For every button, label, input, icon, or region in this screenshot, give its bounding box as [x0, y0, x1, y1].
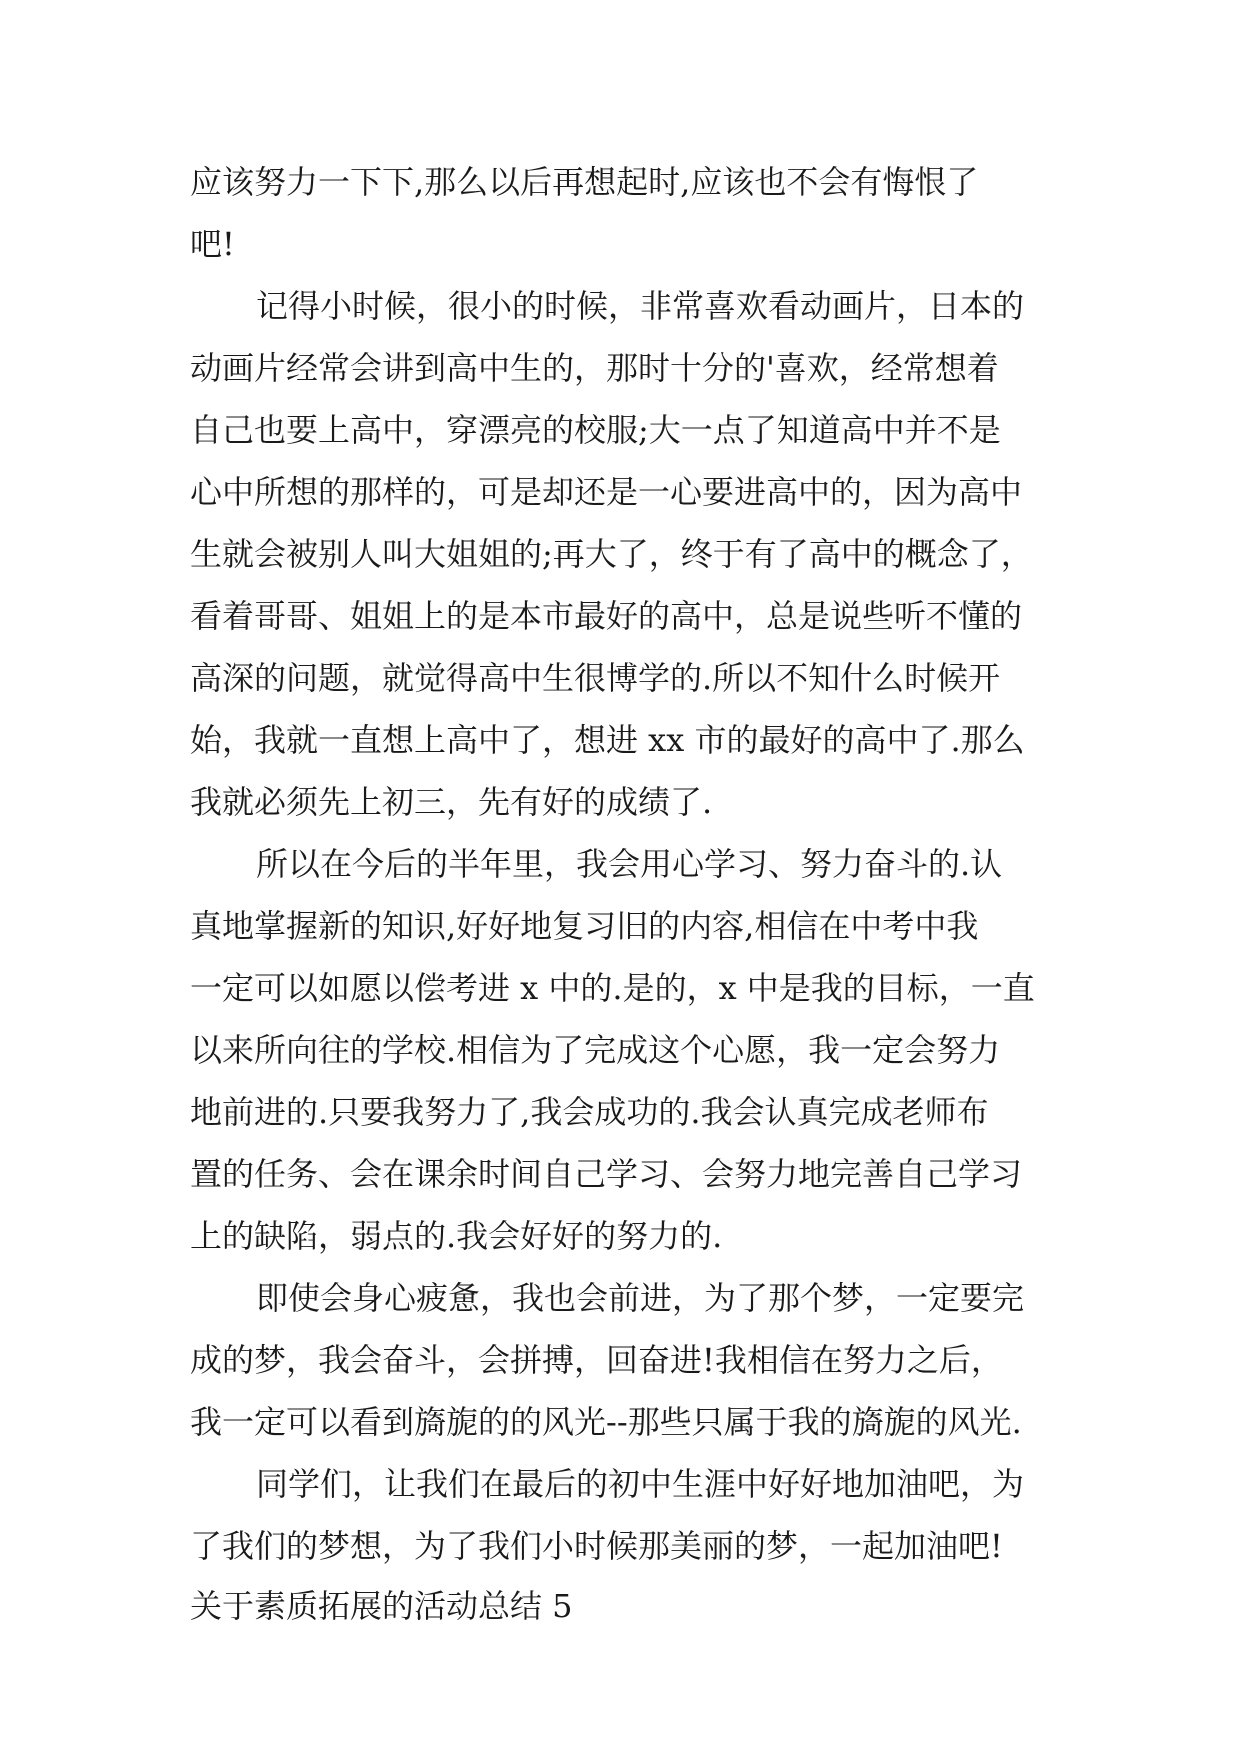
text-line: 了我们的梦想，为了我们小时候那美丽的梦，一起加油吧! — [190, 1527, 1003, 1565]
text-line: 一定可以如愿以偿考进 x 中的.是的，x 中是我的目标，一直 — [190, 969, 1035, 1007]
text-line: 心中所想的那样的，可是却还是一心要进高中的，因为高中 — [190, 473, 1023, 511]
paragraph-first-line: 即使会身心疲惫，我也会前进，为了那个梦，一定要完 — [256, 1279, 1025, 1317]
text-line: 真地掌握新的知识,好好地复习旧的内容,相信在中考中我 — [190, 907, 979, 945]
text-line: 上的缺陷，弱点的.我会好好的努力的. — [190, 1217, 723, 1255]
paragraph-first-line: 所以在今后的半年里，我会用心学习、努力奋斗的.认 — [256, 845, 1003, 883]
text-line: 高深的问题，就觉得高中生很博学的.所以不知什么时候开 — [190, 659, 1001, 697]
text-line: 应该努力一下下,那么以后再想起时,应该也不会有悔恨了 — [190, 163, 979, 201]
text-line: 我一定可以看到旖旎的的风光--那些只属于我的旖旎的风光. — [190, 1403, 1022, 1441]
section-heading: 关于素质拓展的活动总结 5 — [190, 1587, 573, 1625]
text-line: 动画片经常会讲到高中生的，那时十分的'喜欢，经常想着 — [190, 349, 999, 387]
text-line: 看着哥哥、姐姐上的是本市最好的高中，总是说些听不懂的 — [190, 597, 1023, 635]
text-line: 自己也要上高中，穿漂亮的校服;大一点了知道高中并不是 — [190, 411, 1001, 449]
text-line: 置的任务、会在课余时间自己学习、会努力地完善自己学习 — [190, 1155, 1023, 1193]
text-line: 我就必须先上初三，先有好的成绩了. — [190, 783, 713, 821]
text-line: 生就会被别人叫大姐姐的;再大了，终于有了高中的概念了， — [190, 535, 1033, 573]
text-line: 以来所向往的学校.相信为了完成这个心愿，我一定会努力 — [190, 1031, 1001, 1069]
paragraph-first-line: 记得小时候，很小的时候，非常喜欢看动画片，日本的 — [256, 287, 1025, 325]
text-line: 吧! — [190, 225, 235, 263]
text-line: 成的梦，我会奋斗，会拼搏，回奋进!我相信在努力之后， — [190, 1341, 1003, 1379]
text-line: 地前进的.只要我努力了,我会成功的.我会认真完成老师布 — [190, 1093, 989, 1131]
text-line: 始，我就一直想上高中了，想进 xx 市的最好的高中了.那么 — [190, 721, 1025, 759]
paragraph-first-line: 同学们，让我们在最后的初中生涯中好好地加油吧，为 — [256, 1465, 1025, 1503]
